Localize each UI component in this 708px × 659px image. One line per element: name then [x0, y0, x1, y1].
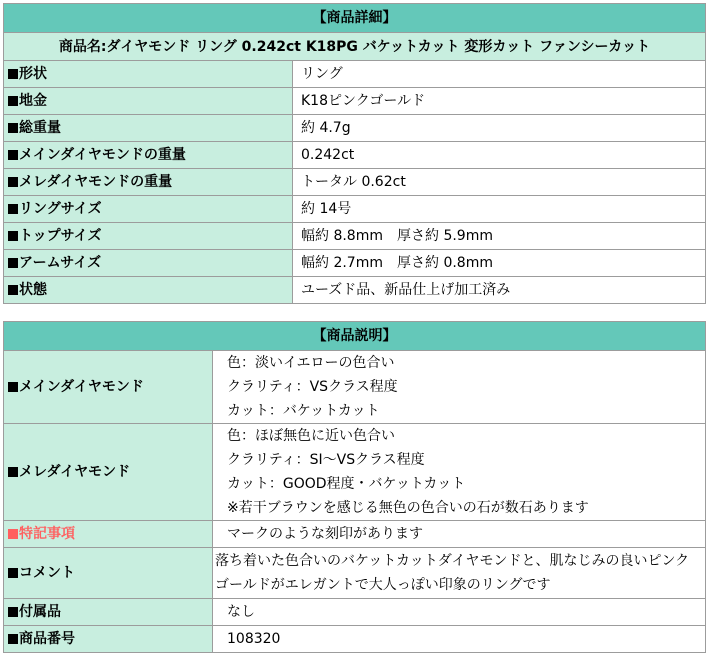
details-header: 【商品詳細】: [4, 4, 706, 33]
special-notes-label: 特記事項: [4, 521, 213, 548]
table-row: [4, 61, 706, 88]
main-diamond-details: [213, 351, 706, 424]
square-bullet-icon: [8, 382, 18, 392]
row-value: ユーズド品、新品仕上げ加工済み: [293, 277, 706, 304]
row-label: リングサイズ: [4, 196, 293, 223]
row-label: トップサイズ: [4, 223, 293, 250]
row-label: 状態: [4, 277, 293, 304]
row-value: 0.242ct: [293, 142, 706, 169]
accessories-label: 付属品: [4, 599, 213, 626]
square-bullet-icon: [8, 69, 18, 79]
square-bullet-icon: [8, 529, 18, 539]
square-bullet-icon: [8, 634, 18, 644]
square-bullet-icon: [8, 607, 18, 617]
row-value: 幅約 2.7mm 厚さ約 0.8mm: [293, 250, 706, 277]
table-row: [4, 626, 706, 653]
square-bullet-icon: [8, 258, 18, 268]
row-value: K18ピンクゴールド: [293, 88, 706, 115]
melee-diamond-details: [213, 424, 706, 521]
row-label: 形状: [4, 61, 293, 88]
row-label: 総重量: [4, 115, 293, 142]
special-notes-value: マークのような刻印があります: [213, 521, 706, 548]
text-line: 色：淡いイエローの色合い: [227, 355, 395, 371]
square-bullet-icon: [8, 177, 18, 187]
row-value: 約 4.7g: [293, 115, 706, 142]
row-value: 幅約 8.8mm 厚さ約 5.9mm: [293, 223, 706, 250]
text-line: 落ち着いた色合いのバケットカットダイヤモンドと、肌なじみの良いピンク: [215, 553, 690, 569]
row-label: メレダイヤモンドの重量: [4, 169, 293, 196]
row-value: 約 14号: [293, 196, 706, 223]
table-row: [4, 196, 706, 223]
text-line: クラリティ：SI～VSクラス程度: [227, 452, 425, 468]
main-diamond-label: メインダイヤモンド: [4, 351, 213, 424]
text-line: クラリティ：VSクラス程度: [227, 379, 398, 395]
row-label: 地金: [4, 88, 293, 115]
table-row: [4, 142, 706, 169]
product-name: 商品名:ダイヤモンド リング 0.242ct K18PG バケットカット 変形カット ファンシーカット: [4, 33, 706, 61]
square-bullet-icon: [8, 150, 18, 160]
table-row: [4, 115, 706, 142]
description-header: 【商品説明】: [4, 322, 706, 351]
text-line: ゴールドがエレガントで大人っぽい印象のリングです: [215, 577, 551, 593]
product-description-table: [3, 321, 706, 653]
melee-diamond-label: メレダイヤモンド: [4, 424, 213, 521]
table-row: [4, 548, 706, 599]
row-label: アームサイズ: [4, 250, 293, 277]
square-bullet-icon: [8, 231, 18, 241]
text-line: カット：バケットカット: [227, 403, 380, 419]
square-bullet-icon: [8, 204, 18, 214]
text-line: 色：ほぼ無色に近い色合い: [227, 428, 395, 444]
table-row: [4, 277, 706, 304]
table-row: [4, 88, 706, 115]
square-bullet-icon: [8, 123, 18, 133]
row-label: メインダイヤモンドの重量: [4, 142, 293, 169]
table-row: [4, 169, 706, 196]
row-value: トータル 0.62ct: [293, 169, 706, 196]
comment-label: コメント: [4, 548, 213, 599]
table-row: [4, 223, 706, 250]
table-row: [4, 521, 706, 548]
table-row: [4, 250, 706, 277]
square-bullet-icon: [8, 568, 18, 578]
table-row: [4, 351, 706, 424]
comment-text: [213, 548, 706, 599]
product-details-table: [3, 3, 706, 304]
text-line: カット：GOOD程度・バケットカット: [227, 476, 466, 492]
product-number-value: 108320: [213, 626, 706, 653]
product-number-label: 商品番号: [4, 626, 213, 653]
row-value: リング: [293, 61, 706, 88]
accessories-value: なし: [213, 599, 706, 626]
table-row: [4, 599, 706, 626]
table-row: [4, 424, 706, 521]
square-bullet-icon: [8, 467, 18, 477]
text-line: ※若干ブラウンを感じる無色の色合いの石が数石あります: [227, 500, 589, 516]
square-bullet-icon: [8, 285, 18, 295]
square-bullet-icon: [8, 96, 18, 106]
